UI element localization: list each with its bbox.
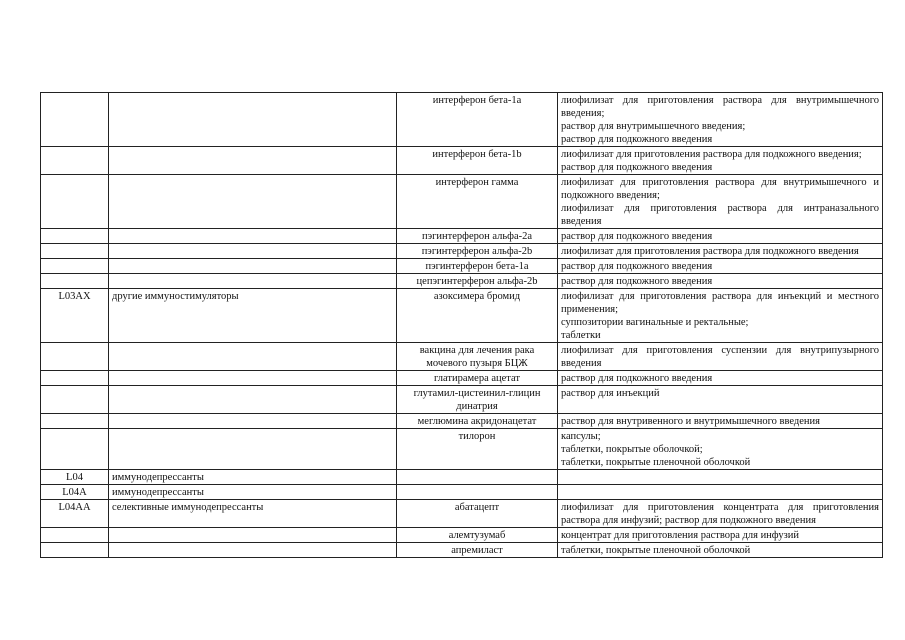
atc-code-cell: L04AA: [41, 500, 109, 528]
dosage-form-cell: [558, 528, 883, 543]
atc-code-cell: [41, 244, 109, 259]
table-row: [41, 414, 883, 429]
drug-name-cell: глатирамера ацетат: [397, 371, 558, 386]
atc-group-cell: другие иммуностимуляторы: [109, 289, 397, 343]
atc-group-cell: [109, 543, 397, 558]
dosage-form-cell: [558, 485, 883, 500]
table-row: [41, 175, 883, 229]
atc-group-cell: [109, 274, 397, 289]
atc-code-cell: [41, 259, 109, 274]
dosage-form-line: суппозитории вагинальные и ректальные;: [561, 317, 749, 328]
dosage-form-line: раствор для внутримышечного введения;: [561, 121, 746, 132]
drug-name-cell: интерферон бета-1b: [397, 147, 558, 175]
dosage-form-line: лиофилизат для приготовления раствора для внутримышечного и подкожного введения;: [561, 177, 879, 201]
table-row: [41, 274, 883, 289]
dosage-form-line: раствор для подкожного введения: [561, 373, 713, 384]
dosage-form-line: лиофилизат для приготовления концентрата для приготовления раствора для инфузий; раствор для подкожного введения: [561, 502, 879, 526]
atc-group-cell: [109, 429, 397, 470]
dosage-form-cell: [558, 470, 883, 485]
table-row: [41, 259, 883, 274]
dosage-form-cell: [558, 175, 883, 229]
dosage-form-cell: [558, 244, 883, 259]
drug-name-cell: интерферон бета-1a: [397, 93, 558, 147]
atc-code-cell: [41, 386, 109, 414]
table-row: [41, 147, 883, 175]
atc-code-cell: [41, 229, 109, 244]
table-row: [41, 485, 883, 500]
dosage-form-line: лиофилизат для приготовления раствора для подкожного введения: [561, 246, 859, 257]
table-row: [41, 470, 883, 485]
table-row: [41, 229, 883, 244]
drug-name-cell: вакцина для лечения рака мочевого пузыря БЦЖ: [397, 343, 558, 371]
table-row: [41, 386, 883, 414]
dosage-form-cell: [558, 229, 883, 244]
atc-group-cell: селективные иммунодепрессанты: [109, 500, 397, 528]
atc-code-cell: [41, 429, 109, 470]
dosage-form-cell: [558, 429, 883, 470]
atc-group-cell: [109, 343, 397, 371]
dosage-form-cell: [558, 371, 883, 386]
atc-code-cell: [41, 371, 109, 386]
dosage-form-line: таблетки, покрытые оболочкой;: [561, 444, 703, 455]
drug-name-cell: глутамил-цистеинил-глицин динатрия: [397, 386, 558, 414]
dosage-form-cell: [558, 500, 883, 528]
drug-name-cell: алемтузумаб: [397, 528, 558, 543]
table-row: [41, 500, 883, 528]
drug-name-cell: апремиласт: [397, 543, 558, 558]
drug-name-cell: пэгинтерферон бета-1a: [397, 259, 558, 274]
dosage-form-line: раствор для подкожного введения: [561, 276, 713, 287]
atc-code-cell: [41, 147, 109, 175]
atc-code-cell: [41, 343, 109, 371]
atc-code-cell: [41, 175, 109, 229]
atc-group-cell: [109, 175, 397, 229]
drug-name-cell: тилорон: [397, 429, 558, 470]
dosage-form-line: таблетки, покрытые пленочной оболочкой: [561, 545, 751, 556]
dosage-form-line: лиофилизат для приготовления раствора для инъекций и местного применения;: [561, 291, 879, 315]
drug-name-cell: [397, 470, 558, 485]
atc-code-cell: [41, 414, 109, 429]
dosage-form-cell: [558, 289, 883, 343]
atc-code-cell: [41, 528, 109, 543]
dosage-form-line: таблетки, покрытые пленочной оболочкой: [561, 457, 751, 468]
atc-code-cell: L03AX: [41, 289, 109, 343]
dosage-form-cell: [558, 543, 883, 558]
table-row: [41, 371, 883, 386]
dosage-form-line: раствор для внутривенного и внутримышечного введения: [561, 416, 820, 427]
dosage-form-line: раствор для подкожного введения: [561, 134, 713, 145]
atc-group-cell: [109, 371, 397, 386]
drug-name-cell: пэгинтерферон альфа-2a: [397, 229, 558, 244]
atc-group-cell: [109, 244, 397, 259]
drug-name-cell: [397, 485, 558, 500]
table-row: [41, 343, 883, 371]
dosage-form-cell: [558, 414, 883, 429]
drug-name-cell: меглюмина акридонацетат: [397, 414, 558, 429]
dosage-form-cell: [558, 343, 883, 371]
table-row: [41, 244, 883, 259]
atc-code-cell: [41, 274, 109, 289]
table-body: [41, 93, 883, 558]
atc-code-cell: L04A: [41, 485, 109, 500]
dosage-form-line: раствор для подкожного введения: [561, 162, 713, 173]
atc-group-cell: иммунодепрессанты: [109, 485, 397, 500]
atc-group-cell: [109, 259, 397, 274]
table-row: [41, 93, 883, 147]
atc-group-cell: [109, 229, 397, 244]
drug-name-cell: абатацепт: [397, 500, 558, 528]
atc-group-cell: [109, 93, 397, 147]
atc-group-cell: [109, 386, 397, 414]
atc-code-cell: L04: [41, 470, 109, 485]
drug-name-cell: интерферон гамма: [397, 175, 558, 229]
dosage-form-cell: [558, 386, 883, 414]
dosage-form-line: таблетки: [561, 330, 601, 341]
atc-code-cell: [41, 93, 109, 147]
dosage-form-cell: [558, 147, 883, 175]
dosage-form-cell: [558, 259, 883, 274]
atc-group-cell: иммунодепрессанты: [109, 470, 397, 485]
table-row: [41, 528, 883, 543]
dosage-form-line: капсулы;: [561, 431, 601, 442]
atc-group-cell: [109, 528, 397, 543]
table-row: [41, 429, 883, 470]
dosage-form-line: лиофилизат для приготовления раствора для подкожного введения;: [561, 149, 862, 160]
table-row: [41, 543, 883, 558]
dosage-form-line: раствор для подкожного введения: [561, 231, 713, 242]
drug-name-cell: цепэгинтерферон альфа-2b: [397, 274, 558, 289]
dosage-form-line: раствор для подкожного введения: [561, 261, 713, 272]
dosage-form-cell: [558, 274, 883, 289]
dosage-form-line: лиофилизат для приготовления суспензии для внутрипузырного введения: [561, 345, 879, 369]
dosage-form-line: раствор для инъекций: [561, 388, 660, 399]
dosage-form-line: лиофилизат для приготовления раствора для интраназального введения: [561, 203, 879, 227]
atc-group-cell: [109, 414, 397, 429]
dosage-form-cell: [558, 93, 883, 147]
table-row: [41, 289, 883, 343]
dosage-form-line: концентрат для приготовления раствора для инфузий: [561, 530, 799, 541]
dosage-form-line: лиофилизат для приготовления раствора для внутримышечного введения;: [561, 95, 879, 119]
drug-list-table: [40, 92, 883, 558]
atc-group-cell: [109, 147, 397, 175]
drug-name-cell: азоксимера бромид: [397, 289, 558, 343]
atc-code-cell: [41, 543, 109, 558]
drug-name-cell: пэгинтерферон альфа-2b: [397, 244, 558, 259]
